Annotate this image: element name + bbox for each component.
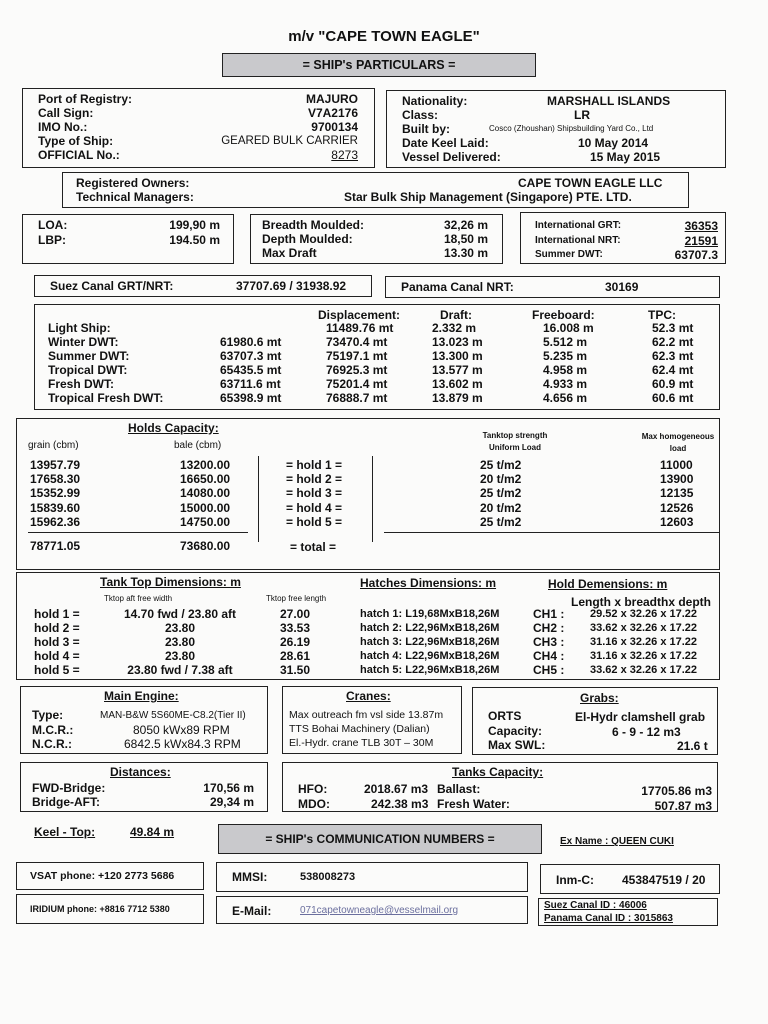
keel-label: Keel - Top: bbox=[34, 825, 96, 839]
port-registry-label: Port of Registry: bbox=[38, 92, 133, 106]
page-title: m/v "CAPE TOWN EAGLE" bbox=[288, 28, 480, 45]
tanktop-header-1: Tanktop strength bbox=[482, 431, 548, 440]
hold-max-load: 11000 bbox=[660, 458, 693, 472]
disp-row-draft: 13.023 m bbox=[432, 335, 483, 349]
disp-row-displacement: 73470.4 mt bbox=[326, 335, 388, 349]
tpc-header: TPC: bbox=[648, 308, 676, 322]
tanktop-length: 27.00 bbox=[280, 607, 311, 621]
holds-total-rule-right bbox=[384, 532, 720, 533]
disp-row-freeboard: 4.656 m bbox=[543, 391, 588, 405]
panama-canal-id: Panama Canal ID : 3015863 bbox=[544, 913, 673, 924]
port-registry-value: MAJURO bbox=[305, 92, 358, 106]
disp-row-displacement: 75201.4 mt bbox=[326, 377, 388, 391]
lbp-value: 194.50 m bbox=[169, 233, 220, 247]
mdo-label: MDO: bbox=[298, 797, 330, 811]
tanktop-aft-header: Tktop aft free width bbox=[104, 594, 173, 603]
orts-label: ORTS bbox=[488, 709, 522, 723]
bale-header: bale (cbm) bbox=[174, 440, 222, 451]
hold-dims-subtitle: Length x breadthx depth bbox=[571, 595, 712, 609]
disp-row-draft: 13.300 m bbox=[432, 349, 483, 363]
registered-owners-value: CAPE TOWN EAGLE LLC bbox=[518, 176, 663, 190]
disp-row-draft: 2.332 m bbox=[432, 321, 477, 335]
tanktop-hold-label: hold 5 = bbox=[34, 663, 80, 677]
keel-value: 49.84 m bbox=[130, 825, 175, 839]
hold-max-load: 13900 bbox=[660, 472, 694, 487]
grt-value: 36353 bbox=[684, 219, 718, 233]
tanktop-header-2: Uniform Load bbox=[489, 443, 541, 452]
cranes-title: Cranes: bbox=[346, 689, 391, 703]
registered-owners-label: Registered Owners: bbox=[76, 176, 190, 190]
hold-dim-value: 33.62 x 32.26 x 17.22 bbox=[590, 664, 698, 676]
lbp-label: LBP: bbox=[38, 233, 66, 247]
displacement-header: Displacement: bbox=[318, 308, 401, 322]
loa-value: 199,90 m bbox=[169, 218, 220, 232]
hatch-dimension: hatch 5: L22,96MxB18,26M bbox=[360, 664, 500, 676]
tanktop-len-header: Tktop free length bbox=[266, 594, 327, 603]
mcr-label: M.C.R.: bbox=[32, 723, 74, 737]
hfo-label: HFO: bbox=[298, 782, 328, 796]
swl-label: Max SWL: bbox=[488, 738, 546, 752]
max-draft-label: Max Draft bbox=[262, 246, 317, 260]
comm-banner bbox=[218, 824, 542, 854]
bridge-aft-label: Bridge-AFT: bbox=[32, 795, 100, 809]
fresh-water-value: 507.87 m3 bbox=[654, 799, 712, 813]
hold-bale: 14750.00 bbox=[180, 514, 231, 529]
capacity-value: 6 - 9 - 12 m3 bbox=[612, 725, 681, 739]
holds-total-rule bbox=[28, 532, 248, 533]
call-sign-label: Call Sign: bbox=[38, 106, 94, 120]
tanktop-width: 23.80 bbox=[164, 621, 196, 635]
bridge-aft-value: 29,34 m bbox=[209, 795, 254, 809]
disp-row-dwt: 63711.6 mt bbox=[220, 377, 281, 391]
ballast-value: 17705.86 m3 bbox=[641, 784, 712, 798]
nationality-label: Nationality: bbox=[402, 94, 468, 108]
freeboard-header: Freeboard: bbox=[532, 308, 595, 322]
disp-row-tpc: 60.6 mt bbox=[652, 391, 694, 405]
summer-dwt-value: 63707.3 bbox=[674, 248, 718, 262]
hold-name: = hold 1 = bbox=[286, 458, 343, 472]
grt-label: International GRT: bbox=[535, 220, 622, 231]
hold-tanktop: 20 t/m2 bbox=[480, 472, 522, 487]
built-by-value: Cosco (Zhoushan) Shipsbuilding Yard Co., Ltd bbox=[489, 124, 654, 133]
disp-row-label: Tropical Fresh DWT: bbox=[48, 391, 164, 405]
suez-label: Suez Canal GRT/NRT: bbox=[50, 279, 174, 293]
swl-value: 21.6 t bbox=[677, 739, 708, 753]
hold-grain: 15839.60 bbox=[30, 500, 81, 515]
depth-label: Depth Moulded: bbox=[262, 232, 353, 246]
loa-label: LOA: bbox=[38, 218, 68, 232]
imo-label: IMO No.: bbox=[38, 120, 88, 134]
hold-dim-label: CH4 : bbox=[533, 649, 565, 663]
comm-banner-text: = SHIP's COMMUNICATION NUMBERS = bbox=[265, 832, 495, 846]
hold-bale: 15000.00 bbox=[180, 500, 231, 515]
class-label: Class: bbox=[402, 108, 439, 122]
tanks-title: Tanks Capacity: bbox=[452, 765, 544, 779]
disp-row-draft: 13.602 m bbox=[432, 377, 483, 391]
hold-tanktop: 25 t/m2 bbox=[480, 486, 522, 501]
disp-row-draft: 13.879 m bbox=[432, 391, 483, 405]
hatches-title: Hatches Dimensions: m bbox=[360, 576, 497, 590]
hold-grain: 13957.79 bbox=[30, 458, 81, 472]
maxhomo-header-1: Max homogeneous bbox=[641, 432, 715, 441]
disp-row-label: Summer DWT: bbox=[48, 349, 130, 363]
official-no-label: OFFICIAL No.: bbox=[38, 148, 120, 162]
cranes-line-3: El.-Hydr. crane TLB 30T – 30M bbox=[289, 737, 434, 749]
disp-row-tpc: 62.2 mt bbox=[652, 335, 694, 349]
hold-tanktop: 25 t/m2 bbox=[480, 514, 522, 529]
hold-max-load: 12603 bbox=[660, 514, 694, 529]
hatch-dimension: hatch 3: L22,96MxB18,26M bbox=[360, 636, 500, 648]
tanktop-length: 28.61 bbox=[280, 649, 311, 663]
nrt-value: 21591 bbox=[684, 234, 718, 248]
disp-row-displacement: 75197.1 mt bbox=[326, 349, 388, 363]
grabs-title: Grabs: bbox=[580, 691, 619, 705]
tanktop-hold-label: hold 3 = bbox=[34, 635, 80, 649]
panama-value: 30169 bbox=[605, 280, 639, 294]
distances-title: Distances: bbox=[110, 765, 171, 779]
capacity-label: Capacity: bbox=[488, 724, 543, 738]
disp-row-tpc: 60.9 mt bbox=[652, 377, 694, 391]
disp-row-displacement: 76888.7 mt bbox=[326, 391, 388, 405]
panama-label: Panama Canal NRT: bbox=[401, 280, 514, 294]
hold-dim-value: 29.52 x 32.26 x 17.22 bbox=[590, 608, 698, 620]
disp-row-dwt: 65398.9 mt bbox=[220, 391, 282, 405]
disp-row-freeboard: 16.008 m bbox=[543, 321, 594, 335]
ship-type-label: Type of Ship: bbox=[38, 134, 114, 148]
hold-bale: 14080.00 bbox=[180, 486, 231, 501]
ex-name: Ex Name : QUEEN CUKI bbox=[560, 836, 674, 847]
particulars-banner-text: = SHIP's PARTICULARS = bbox=[302, 58, 456, 72]
mcr-value: 8050 kWx89 RPM bbox=[133, 723, 230, 737]
total-label: = total = bbox=[290, 540, 337, 554]
holds-title: Holds Capacity: bbox=[128, 421, 219, 435]
disp-row-dwt: 63707.3 mt bbox=[220, 349, 282, 363]
hold-name: = hold 2 = bbox=[286, 472, 343, 487]
tanktop-width: 23.80 bbox=[164, 635, 196, 649]
vsat-phone: VSAT phone: +120 2773 5686 bbox=[30, 870, 175, 882]
disp-row-dwt: 61980.6 mt bbox=[220, 335, 282, 349]
hold-name: = hold 3 = bbox=[286, 486, 343, 501]
inmc-value: 453847519 / 20 bbox=[622, 873, 706, 887]
mmsi-value: 538008273 bbox=[300, 871, 356, 883]
summer-dwt-label: Summer DWT: bbox=[535, 249, 603, 260]
email-link[interactable]: 071capetowneagle@vesselmail.org bbox=[300, 905, 459, 916]
fwd-bridge-value: 170,56 m bbox=[203, 781, 254, 795]
email-label: E-Mail: bbox=[232, 904, 272, 918]
breadth-value: 32,26 m bbox=[443, 218, 488, 232]
nationality-value: MARSHALL ISLANDS bbox=[547, 94, 671, 108]
tanktop-hold-label: hold 1 = bbox=[34, 607, 80, 621]
disp-row-dwt: 65435.5 mt bbox=[220, 363, 282, 377]
holds-divider-right bbox=[372, 456, 373, 542]
hold-tanktop: 25 t/m2 bbox=[480, 458, 522, 472]
engine-type-label: Type: bbox=[32, 708, 64, 722]
hold-dim-label: CH2 : bbox=[533, 621, 565, 635]
hold-grain: 17658.30 bbox=[30, 472, 81, 487]
hold-dims-title: Hold Demensions: m bbox=[548, 577, 668, 591]
disp-row-freeboard: 5.512 m bbox=[543, 335, 588, 349]
disp-row-displacement: 76925.3 mt bbox=[326, 363, 388, 377]
hold-bale: 13200.00 bbox=[180, 458, 231, 472]
disp-row-label: Fresh DWT: bbox=[48, 377, 114, 391]
hatch-dimension: hatch 4: L22,96MxB18,26M bbox=[360, 650, 500, 662]
max-draft-value: 13.30 m bbox=[443, 246, 488, 260]
disp-row-label: Tropical DWT: bbox=[48, 363, 128, 377]
engine-title: Main Engine: bbox=[104, 689, 179, 703]
holds-box bbox=[16, 418, 720, 570]
hold-name: = hold 5 = bbox=[286, 514, 343, 529]
disp-row-draft: 13.577 m bbox=[432, 363, 483, 377]
built-by-label: Built by: bbox=[402, 122, 450, 136]
hold-grain: 15352.99 bbox=[30, 486, 81, 501]
call-sign-value: V7A2176 bbox=[307, 106, 358, 120]
tanktop-length: 31.50 bbox=[280, 663, 311, 677]
hold-max-load: 12135 bbox=[660, 486, 694, 501]
delivered-value: 15 May 2015 bbox=[590, 150, 661, 164]
disp-row-label: Light Ship: bbox=[48, 321, 111, 335]
hold-grain: 15962.36 bbox=[30, 514, 81, 529]
grabs-type: El-Hydr clamshell grab bbox=[575, 710, 706, 724]
tanktop-length: 26.19 bbox=[280, 635, 311, 649]
holds-divider-left bbox=[258, 456, 259, 542]
hold-dim-value: 33.62 x 32.26 x 17.22 bbox=[590, 622, 698, 634]
hatch-dimension: hatch 2: L22,96MxB18,26M bbox=[360, 622, 500, 634]
hold-dim-value: 31.16 x 32.26 x 17.22 bbox=[590, 650, 698, 662]
cranes-line-2: TTS Bohai Machinery (Dalian) bbox=[289, 723, 430, 735]
imo-value: 9700134 bbox=[311, 120, 358, 134]
official-no-value: 8273 bbox=[331, 148, 358, 162]
tanktop-length: 33.53 bbox=[280, 621, 311, 635]
tanktop-hold-label: hold 4 = bbox=[34, 649, 80, 663]
ship-type-value: GEARED BULK CARRIER bbox=[221, 135, 358, 147]
tanktop-width: 14.70 fwd / 23.80 aft bbox=[123, 607, 237, 621]
hold-dim-value: 31.16 x 32.26 x 17.22 bbox=[590, 636, 698, 648]
hold-bale: 16650.00 bbox=[180, 472, 231, 487]
class-value: LR bbox=[574, 108, 590, 122]
delivered-label: Vessel Delivered: bbox=[402, 150, 501, 164]
keel-laid-value: 10 May 2014 bbox=[578, 136, 649, 150]
ballast-label: Ballast: bbox=[437, 782, 481, 796]
cranes-line-1: Max outreach fm vsl side 13.87m bbox=[289, 709, 444, 721]
ncr-value: 6842.5 kWx84.3 RPM bbox=[124, 737, 241, 751]
technical-managers-value: Star Bulk Ship Management (Singapore) PTE. LTD. bbox=[344, 190, 632, 204]
disp-row-tpc: 62.4 mt bbox=[652, 363, 694, 377]
disp-row-freeboard: 4.958 m bbox=[543, 363, 588, 377]
disp-row-freeboard: 5.235 m bbox=[543, 349, 588, 363]
disp-row-tpc: 62.3 mt bbox=[652, 349, 694, 363]
hold-dim-label: CH5 : bbox=[533, 663, 565, 677]
particulars-banner bbox=[222, 53, 536, 77]
inmc-label: Inm-C: bbox=[556, 873, 594, 887]
suez-canal-id: Suez Canal ID : 46006 bbox=[544, 900, 647, 911]
nrt-label: International NRT: bbox=[535, 235, 621, 246]
mdo-value: 242.38 m3 bbox=[371, 797, 429, 811]
hold-dim-label: CH3 : bbox=[533, 635, 565, 649]
total-bale: 73680.00 bbox=[180, 539, 231, 553]
hatch-dimension: hatch 1: L19,68MxB18,26M bbox=[360, 608, 500, 620]
hold-name: = hold 4 = bbox=[286, 500, 343, 515]
breadth-label: Breadth Moulded: bbox=[262, 218, 364, 232]
fresh-water-label: Fresh Water: bbox=[437, 797, 510, 811]
technical-managers-label: Technical Managers: bbox=[76, 190, 194, 204]
fwd-bridge-label: FWD-Bridge: bbox=[32, 781, 106, 795]
disp-row-label: Winter DWT: bbox=[48, 335, 119, 349]
keel-laid-label: Date Keel Laid: bbox=[402, 136, 489, 150]
total-grain: 78771.05 bbox=[30, 539, 81, 553]
tanktop-title: Tank Top Dimensions: m bbox=[100, 575, 241, 589]
tanktop-width: 23.80 fwd / 7.38 aft bbox=[127, 663, 233, 677]
grain-header: grain (cbm) bbox=[28, 440, 79, 451]
hold-tanktop: 20 t/m2 bbox=[480, 500, 522, 515]
iridium-phone: IRIDIUM phone: +8816 7712 5380 bbox=[30, 904, 170, 914]
engine-type-value: MAN-B&W 5S60ME-C8.2(Tier II) bbox=[100, 710, 246, 721]
maxhomo-header-2: load bbox=[669, 444, 687, 453]
disp-row-tpc: 52.3 mt bbox=[652, 321, 694, 335]
tanktop-width: 23.80 bbox=[164, 649, 196, 663]
mmsi-label: MMSI: bbox=[232, 870, 268, 884]
tanktop-hold-label: hold 2 = bbox=[34, 621, 80, 635]
depth-value: 18,50 m bbox=[443, 232, 488, 246]
disp-row-displacement: 11489.76 mt bbox=[326, 321, 394, 335]
disp-row-freeboard: 4.933 m bbox=[543, 377, 588, 391]
hold-dim-label: CH1 : bbox=[533, 607, 565, 621]
hold-max-load: 12526 bbox=[660, 500, 694, 515]
draft-header: Draft: bbox=[440, 308, 472, 322]
ncr-label: N.C.R.: bbox=[32, 737, 72, 751]
suez-value: 37707.69 / 31938.92 bbox=[236, 279, 347, 293]
hfo-value: 2018.67 m3 bbox=[364, 782, 429, 796]
